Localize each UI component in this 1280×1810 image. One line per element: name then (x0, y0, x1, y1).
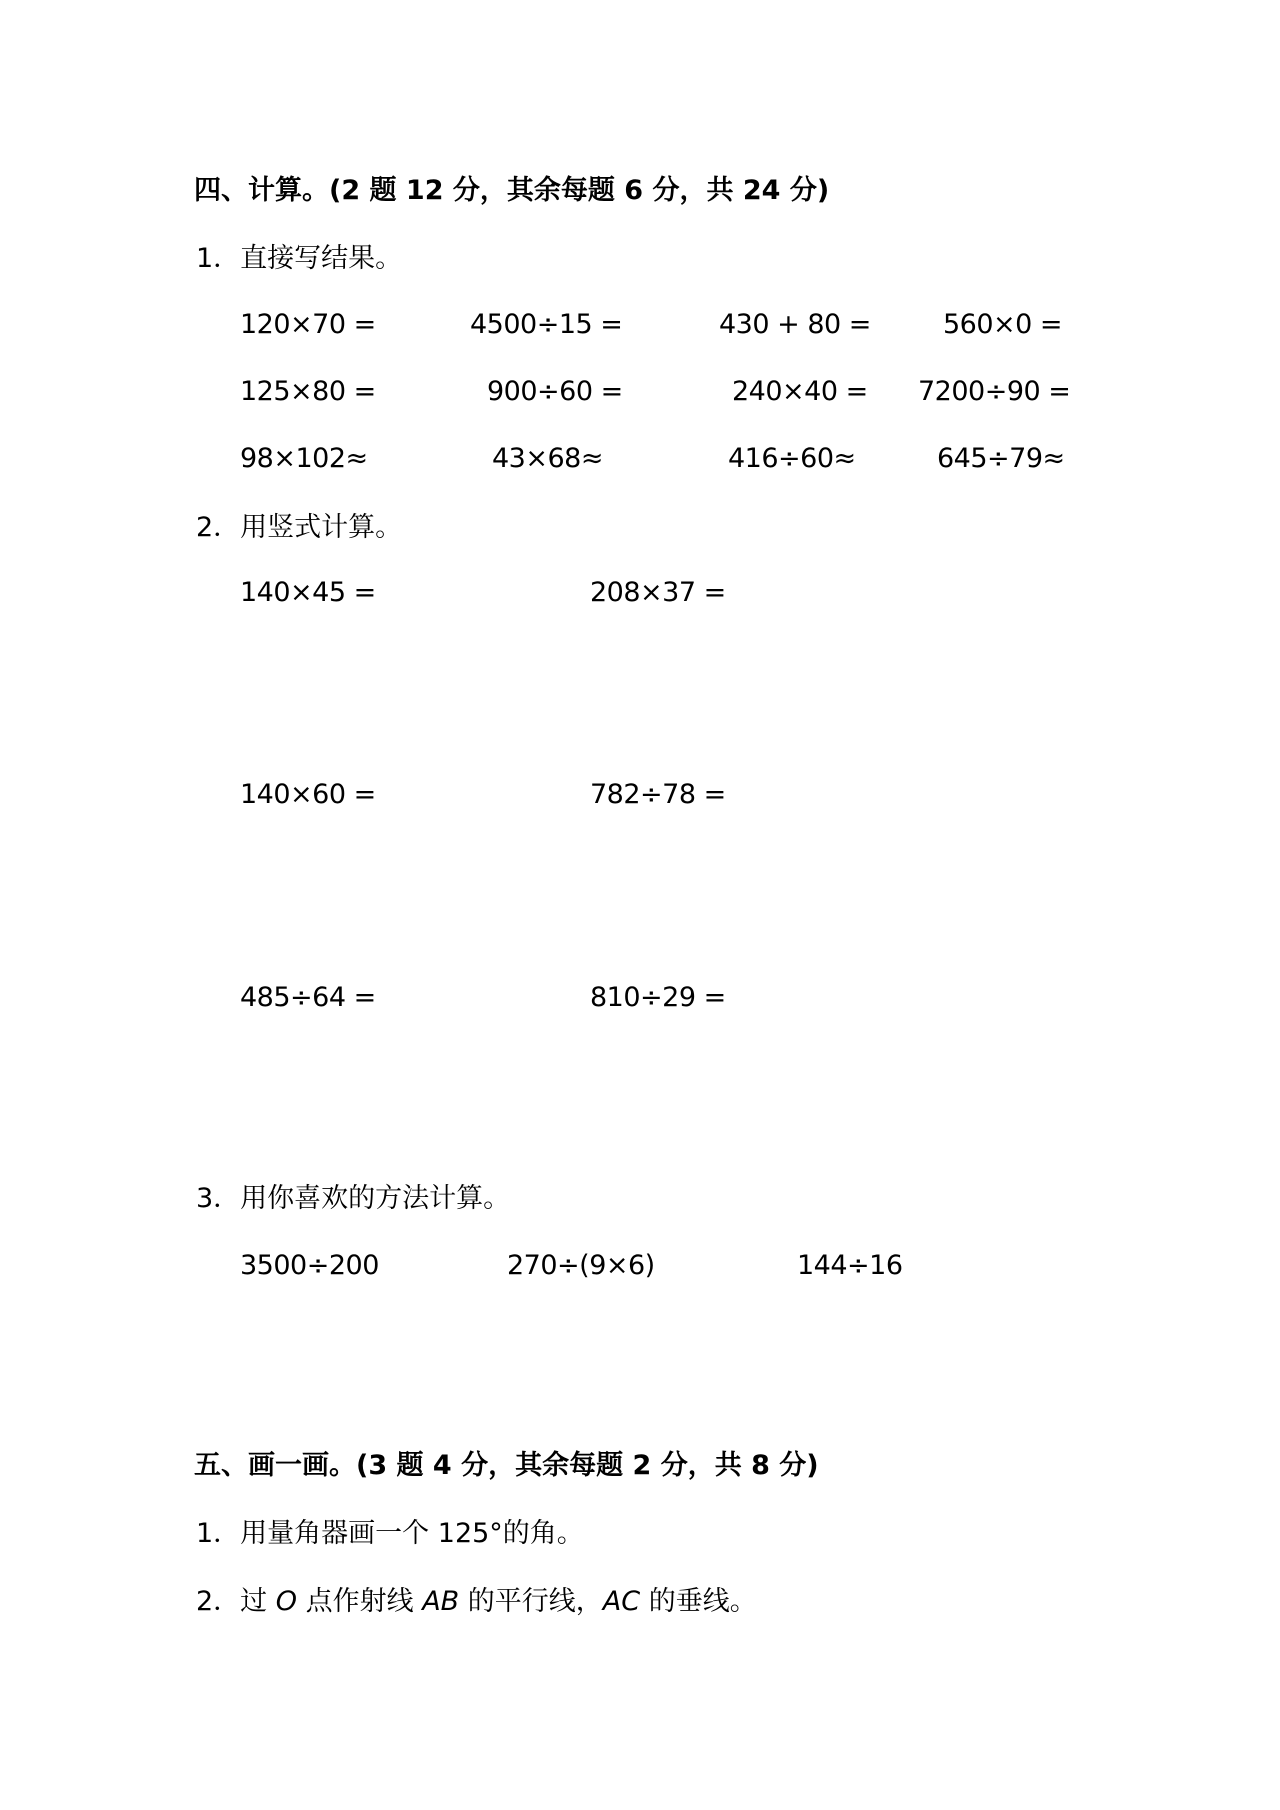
section-5-title: 五、画一画。(3 题 4 分，其余每题 2 分，共 8 分) (194, 1450, 819, 1481)
q1-expression: 900÷60 = (487, 376, 623, 407)
q1-expression: 7200÷90 = (918, 376, 1071, 407)
q1-expression: 560×0 = (943, 309, 1063, 340)
ray-ab-label: AB (422, 1586, 460, 1617)
q2-expression: 810÷29 = (590, 982, 726, 1013)
q1-expression: 120×70 = (240, 309, 376, 340)
q3-label: 3．用你喜欢的方法计算。 (196, 1183, 511, 1214)
q1-expression: 43×68≈ (492, 443, 603, 474)
q1-expression: 98×102≈ (240, 443, 368, 474)
q1-expression: 240×40 = (732, 376, 868, 407)
section-4-title: 四、计算。(2 题 12 分，其余每题 6 分，共 24 分) (194, 175, 830, 206)
draw-q2-mid2: 的平行线， (459, 1586, 603, 1617)
point-o-label: O (275, 1586, 298, 1617)
draw-q2-prefix: 2．过 (196, 1586, 276, 1617)
draw-q2-mid1: 点作射线 (297, 1586, 423, 1617)
q1-label: 1．直接写结果。 (196, 243, 403, 274)
draw-q2-suffix: 的垂线。 (640, 1586, 757, 1617)
line-ac-label: AC (602, 1586, 641, 1617)
q1-expression: 125×80 = (240, 376, 376, 407)
draw-q1-label: 1．用量角器画一个 125°的角。 (196, 1518, 584, 1549)
q3-expression: 270÷(9×6) (507, 1250, 655, 1281)
q3-expression: 3500÷200 (240, 1250, 379, 1281)
q2-expression: 485÷64 = (240, 982, 376, 1013)
q2-expression: 140×45 = (240, 577, 376, 608)
draw-q2-label (196, 1588, 757, 1615)
q2-expression: 140×60 = (240, 779, 376, 810)
q1-expression: 430 + 80 = (719, 309, 871, 340)
q1-expression: 4500÷15 = (470, 309, 623, 340)
q2-label: 2．用竖式计算。 (196, 512, 403, 543)
q2-expression: 782÷78 = (590, 779, 726, 810)
q1-expression: 416÷60≈ (728, 443, 856, 474)
q2-expression: 208×37 = (590, 577, 726, 608)
q1-expression: 645÷79≈ (937, 443, 1065, 474)
q3-expression: 144÷16 (797, 1250, 903, 1281)
